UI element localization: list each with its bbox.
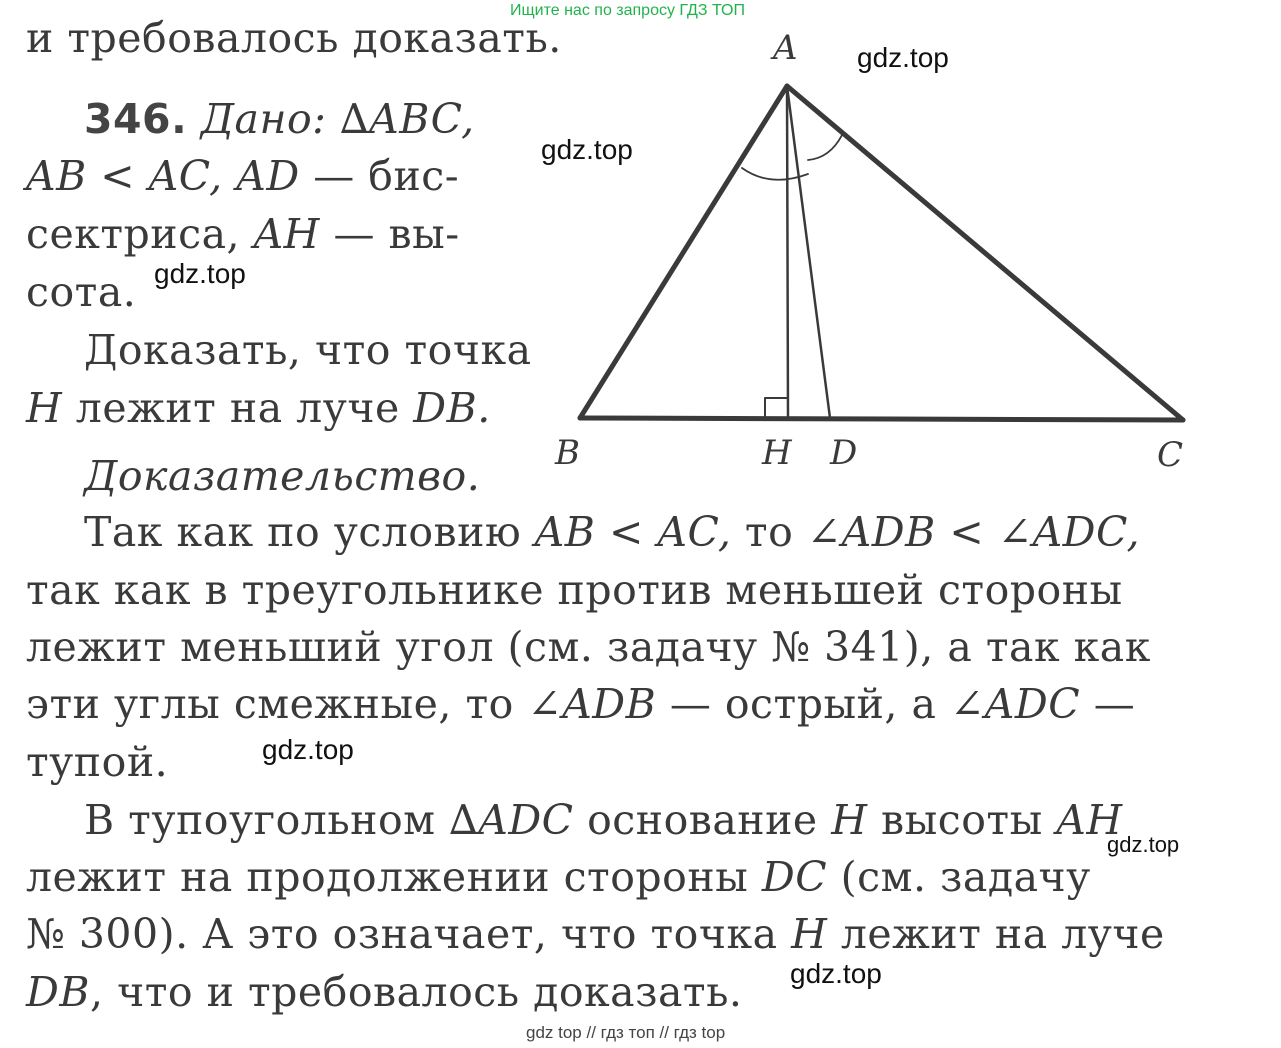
q4b: , что и требовалось доказать. [90, 968, 743, 1016]
q3a: № 300). А это означает, что точка [26, 910, 792, 958]
bisector-ad [787, 86, 830, 418]
l3a: сектриса, [26, 210, 254, 258]
given-text: Дано: ∆ABC, [200, 95, 475, 143]
q1e: высоты [867, 796, 1057, 844]
q4a: DB [26, 968, 91, 1016]
p4c: — острый, а [656, 680, 950, 728]
q2b: DC [761, 853, 828, 901]
p1d: ∠ADB < ∠ADC, [806, 508, 1140, 556]
q1d: H [831, 796, 868, 844]
label-d: D [830, 433, 858, 473]
q1f: AH [1056, 796, 1123, 844]
watermark: gdz.top [154, 258, 246, 289]
prove-line: Доказать, что точка [84, 326, 532, 374]
proof-line-3: лежит меньший угол (см. задачу № 341), а так как [26, 623, 1151, 671]
watermark: gdz.top [857, 42, 949, 73]
watermark: gdz.top [541, 134, 633, 165]
label-h: H [762, 433, 792, 473]
q3b: H [791, 910, 828, 958]
l6a: H [26, 384, 63, 432]
angle-arc-right [808, 135, 842, 160]
side-bc [580, 418, 1183, 420]
side-ac [787, 86, 1183, 420]
given-condition: AB < AC, AD [26, 152, 300, 200]
proof-title: Доказательство. [84, 452, 481, 500]
l6c: DB. [413, 384, 491, 432]
q1a: В тупоугольном [84, 796, 450, 844]
q2c: (см. задачу [827, 853, 1091, 901]
l3b: AH [253, 210, 320, 258]
p1a: Так как по условию [84, 508, 535, 556]
label-a: A [773, 28, 798, 68]
watermark: gdz.top [262, 734, 354, 765]
q1b: ∆ADC [449, 796, 574, 844]
label-c: C [1157, 435, 1184, 475]
bottom-banner: gdz top // гдз топ // гдз top [526, 1023, 726, 1042]
right-angle-mark [765, 398, 788, 419]
text-line-4: сота. [26, 268, 137, 316]
l3c: — вы- [319, 210, 460, 258]
top-banner: Ищите нас по запросу ГДЗ ТОП [510, 2, 745, 19]
q3c: лежит на луче [827, 910, 1165, 958]
q2a: лежит на продолжении стороны [26, 853, 762, 901]
p1c: то [731, 508, 807, 556]
altitude-ah [787, 86, 788, 418]
q1c: основание [573, 796, 832, 844]
proof-line-2: так как в треугольнике против меньшей стороны [26, 566, 1123, 614]
watermark: gdz.top [1107, 832, 1180, 857]
p4b: ∠ADB [527, 680, 657, 728]
proof-line-5: тупой. [26, 738, 169, 786]
watermark: gdz.top [790, 958, 882, 989]
label-b: B [555, 433, 580, 473]
p4d: ∠ADC [949, 680, 1081, 728]
problem-number: 346. [84, 95, 188, 143]
p4a: эти углы смежные, то [26, 680, 528, 728]
l6b: лежит на луче [62, 384, 414, 432]
p1b: AB < AC, [534, 508, 732, 556]
given-bisector: — бис- [299, 152, 460, 200]
p4e: — [1080, 680, 1136, 728]
text-line-0: и требовалось доказать. [26, 14, 562, 62]
